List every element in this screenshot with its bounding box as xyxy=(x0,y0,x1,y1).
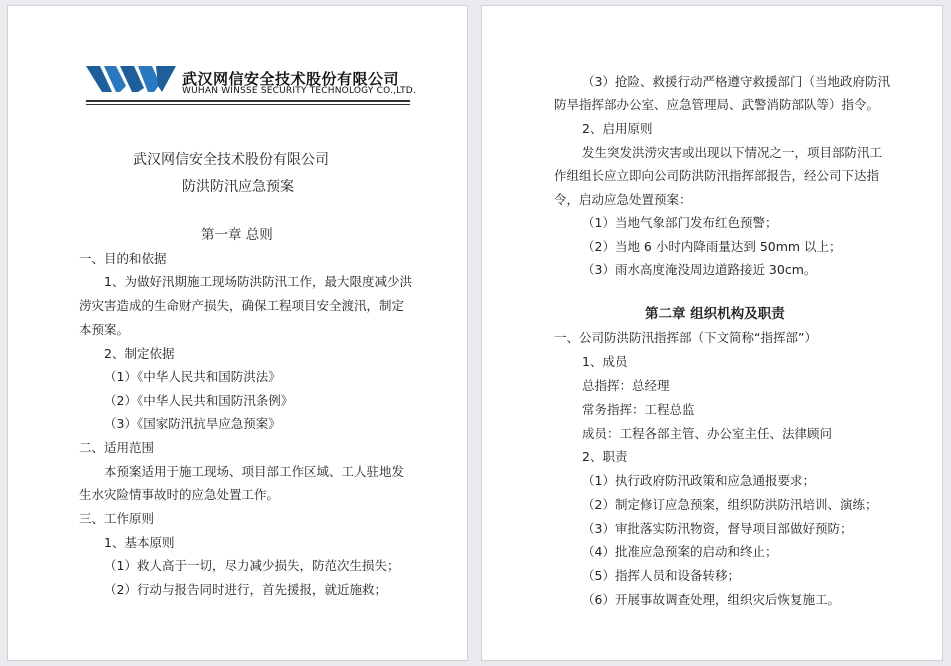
subsection-heading: 2、制定依据 xyxy=(104,346,175,361)
subsection-heading: 2、职责 xyxy=(582,449,628,464)
document-page-left xyxy=(7,5,468,661)
list-item: （4）批准应急预案的启动和终止； xyxy=(582,544,778,559)
paragraph-line: 令，启动应急处置预案： xyxy=(554,192,692,207)
paragraph-line: 本预案。 xyxy=(79,322,130,337)
paragraph-line: 生水灾险情事故时的应急处置工作。 xyxy=(79,487,280,502)
list-item: （1）当地气象部门发布红色预警； xyxy=(582,215,778,230)
list-item: （2）制定修订应急预案，组织防洪防汛培训、演练； xyxy=(582,497,878,512)
subsection-heading: 1、成员 xyxy=(582,354,628,369)
section-heading: 三、工作原则 xyxy=(79,511,155,526)
list-item: （2）当地 6 小时内降雨量达到 50mm 以上； xyxy=(582,239,842,254)
header-rule-thin xyxy=(86,104,410,105)
paragraph-line: 常务指挥：工程总监 xyxy=(582,402,695,417)
list-item: （3）审批落实防汛物资，督导项目部做好预防； xyxy=(582,521,853,536)
list-item: （2）行动与报告同时进行，首先援报，就近施救； xyxy=(104,582,387,597)
chapter-heading: 第二章 组织机构及职责 xyxy=(645,306,785,322)
list-item: （1）救人高于一切，尽力减少损失，防范次生损失； xyxy=(104,558,400,573)
list-item: （3）抢险、救援行动严格遵守救援部门（当地政府防汛 xyxy=(582,74,890,89)
paragraph-line: 本预案适用于施工现场、项目部工作区域、工人驻地发 xyxy=(104,464,405,479)
paragraph-line: 防旱指挥部办公室、应急管理局、武警消防部队等）指令。 xyxy=(554,97,880,112)
chapter-heading: 第一章 总则 xyxy=(201,227,273,243)
list-item: （2）《中华人民共和国防汛条例》 xyxy=(104,393,294,408)
header-rule xyxy=(86,100,410,102)
section-heading: 二、适用范围 xyxy=(79,440,155,455)
document-page-right xyxy=(481,5,943,661)
logo-company-name-cn: 武汉网信安全技术股份有限公司 xyxy=(182,70,400,88)
company-title: 武汉网信安全技术股份有限公司 xyxy=(133,152,329,168)
paragraph-line: 发生突发洪涝灾害或出现以下情况之一，项目部防汛工 xyxy=(582,145,883,160)
subsection-heading: 1、基本原则 xyxy=(104,535,175,550)
logo-company-name-en: WUHAN WINSSE SECURITY TECHNOLOGY CO.,LTD. xyxy=(182,86,416,96)
list-item: （5）指挥人员和设备转移； xyxy=(582,568,740,583)
list-item: （1）执行政府防汛政策和应急通报要求； xyxy=(582,473,815,488)
paragraph-line: 总指挥：总经理 xyxy=(582,378,670,393)
subsection-heading: 2、启用原则 xyxy=(582,121,653,136)
list-item: （1）《中华人民共和国防洪法》 xyxy=(104,369,281,384)
document-title: 防洪防汛应急预案 xyxy=(182,179,294,195)
section-heading: 一、公司防洪防汛指挥部（下文简称“指挥部”） xyxy=(554,330,817,345)
paragraph-line: 1、为做好汛期施工现场防洪防汛工作，最大限度减少洪 xyxy=(104,274,412,289)
logo-mark-icon xyxy=(86,62,178,96)
section-heading: 一、目的和依据 xyxy=(79,251,167,266)
paragraph-line: 作组组长应立即向公司防洪防汛指挥部报告，经公司下达指 xyxy=(554,168,880,183)
paragraph-line: 成员：工程各部主管、办公室主任、法律顾问 xyxy=(582,426,833,441)
list-item: （3）雨水高度淹没周边道路接近 30cm。 xyxy=(582,262,817,277)
list-item: （3）《国家防汛抗旱应急预案》 xyxy=(104,416,281,431)
list-item: （6）开展事故调查处理，组织灾后恢复施工。 xyxy=(582,592,840,607)
paragraph-line: 涝灾害造成的生命财产损失，确保工程项目安全渡汛，制定 xyxy=(79,298,405,313)
